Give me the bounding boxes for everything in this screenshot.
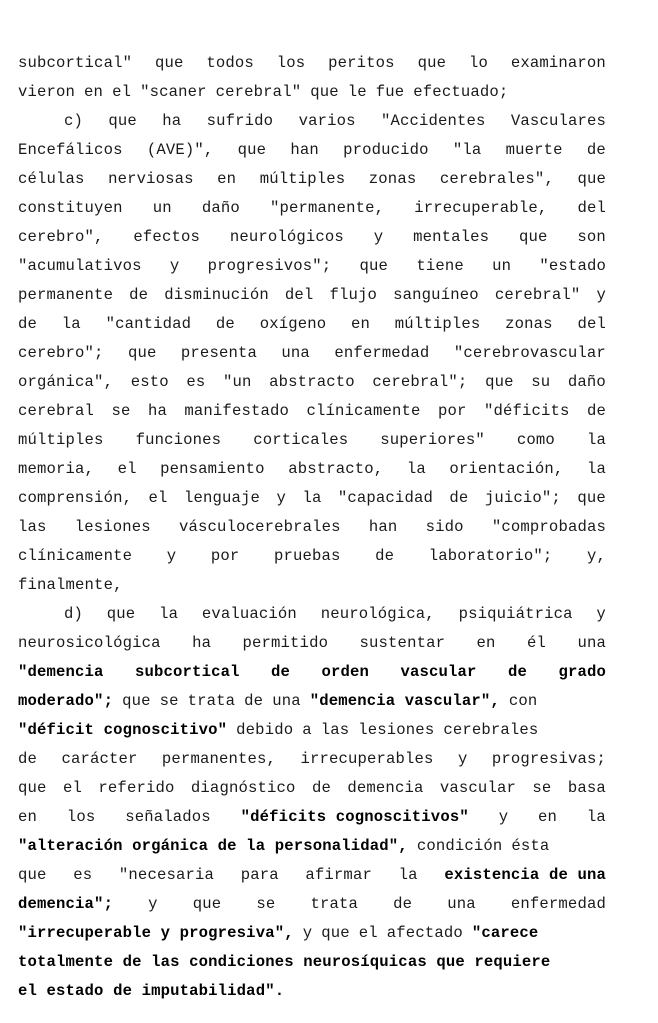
word: el [358,924,378,942]
bold-word: "carece [471,924,539,942]
word: han [368,518,398,536]
word: la [302,489,322,507]
word: constituyen [18,199,123,217]
word: del [577,315,606,333]
bold-word: vascular [400,663,477,681]
word: fue [375,83,405,101]
word: demencia [347,779,424,797]
word: pensamiento [160,460,265,478]
word: una [281,344,310,362]
word: el [148,489,168,507]
word: diagnóstico [190,779,296,797]
word: en [217,170,237,188]
word: permanente [18,286,114,304]
word: que [192,895,222,913]
word: la [61,315,81,333]
word: que [577,170,606,188]
word: manifestado [184,402,289,420]
word: efectuado; [413,83,509,101]
word: lesiones [358,721,435,739]
word: de [393,895,413,913]
word: vascular [439,779,516,797]
word: "acumulativos [18,257,142,275]
word: (AVE)", [146,141,214,159]
bold-word: de [271,663,291,681]
word: con [508,692,538,710]
text-line [18,658,606,687]
word: enfermedad [334,344,430,362]
word: por [210,547,240,565]
bold-word: existencia de una [444,866,606,884]
word: cerebral" [215,83,302,101]
word: que [321,924,350,942]
word: varios [298,112,356,130]
text-line [18,745,606,774]
word: producido [343,141,429,159]
word: que [485,373,514,391]
word: sanguíneo [393,286,479,304]
word: todos [206,54,254,72]
word: que [519,228,548,246]
word: flujo [329,286,378,304]
word: sido [425,518,464,536]
word: trata [310,895,359,913]
word: Encefálicos [18,141,123,159]
word: psiquiátrica [458,605,573,623]
word: abstracto [269,373,355,391]
text-line [18,426,606,455]
word: múltiples [259,170,346,188]
word: que [108,112,137,130]
text-line [18,629,606,658]
text-line [18,861,606,890]
word: que [18,866,47,884]
text-line [18,484,606,513]
bold-word: moderado"; [18,692,114,710]
word: se [532,779,552,797]
word: "cerebrovascular [453,344,606,362]
word: lenguaje [183,489,261,507]
word: un [152,199,172,217]
word: vásculocerebrales [179,518,341,536]
word: "la [452,141,482,159]
word: cerebro", [18,228,104,246]
word: mentales [413,228,490,246]
word: de [244,692,264,710]
bold-word: demencia"; [18,895,114,913]
word: de [18,750,38,768]
word: clínicamente [18,547,133,565]
document-page [18,49,606,1006]
text-line [18,78,606,107]
word: daño [567,373,606,391]
word: que [154,54,184,72]
word: y [276,489,286,507]
word: lo [468,54,488,72]
word: enfermedad [510,895,606,913]
word: de [311,779,331,797]
text-line [18,542,606,571]
word: una [577,634,606,652]
word: múltiples [18,431,104,449]
word: "scaner [140,83,207,101]
word: referido [98,779,175,797]
word: subcortical" [18,54,133,72]
word: presenta [180,344,257,362]
word: debido [236,721,294,739]
word: por [437,402,467,420]
word: el [112,83,132,101]
word: una [272,692,301,710]
word: permanentes, [161,750,277,768]
word: y [373,228,384,246]
word: la [398,866,418,884]
word: y [457,750,468,768]
word: la [586,460,606,478]
word: funciones [135,431,222,449]
word: memoria, [18,460,95,478]
text-line [18,803,606,832]
word: basa [567,779,606,797]
word: de [215,315,235,333]
bold-word: "irrecuperable y progresiva", [18,924,294,942]
word: los [66,808,96,826]
text-line [18,397,606,426]
word: la [406,460,426,478]
word: Vasculares [510,112,606,130]
word: orgánica", [18,373,114,391]
bold-word: "alteración orgánica de la personalidad", [18,837,408,855]
word: se [256,895,276,913]
word: que [18,779,47,797]
text-line [18,948,606,977]
word: orientación, [449,460,564,478]
word: el [62,779,82,797]
word: cerebro"; [18,344,104,362]
text-line [18,49,606,78]
word: esto [130,373,169,391]
word: cerebral"; [372,373,468,391]
text-line [18,310,606,339]
word: "capacidad [337,489,433,507]
word: y, [586,547,606,565]
word: ha [162,112,182,130]
word: que [237,141,267,159]
word: "un [223,373,252,391]
text-line [18,890,606,919]
word: cerebrales [443,721,539,739]
word: sufrido [206,112,274,130]
word: examinaron [510,54,606,72]
word: y [596,286,606,304]
word: peritos [328,54,395,72]
word: de [449,489,469,507]
word: su [531,373,551,391]
word: las [18,518,47,536]
bold-word: "déficits cognoscitivos" [240,808,469,826]
word: pruebas [273,547,341,565]
text-line [18,368,606,397]
text-line [18,281,606,310]
word: "permanente, [270,199,385,217]
word: como [516,431,555,449]
word: señalados [125,808,211,826]
word: irrecuperables [300,750,434,768]
word: en [351,315,371,333]
word: tiene [416,257,464,275]
word: efectos [133,228,200,246]
word: clínicamente [306,402,421,420]
word: células [18,170,85,188]
word: para [240,866,279,884]
bold-word: "demencia vascular", [309,692,500,710]
word: es [186,373,206,391]
word: que [122,692,151,710]
word: neurológicos [229,228,344,246]
bold-word: el estado de imputabilidad". [18,982,285,1000]
word: de [586,141,606,159]
text-line [18,339,606,368]
word: en [476,634,496,652]
word: él [527,634,547,652]
bold-word: subcortical [135,663,240,681]
word: lesiones [74,518,151,536]
word: cerebral" [494,286,581,304]
word: que [577,489,606,507]
word: progresivos"; [207,257,332,275]
word: afectado [386,924,463,942]
word: y [166,547,177,565]
word: daño [201,199,240,217]
word: zonas [368,170,417,188]
bold-word: grado [558,663,606,681]
word: cerebral [18,402,95,420]
text-line [18,455,606,484]
word: comprensión, [18,489,133,507]
word: vieron [18,83,76,101]
word: carácter [61,750,138,768]
text-line [18,774,606,803]
word: y [148,895,158,913]
text-line [18,600,606,629]
bold-word: "demencia [18,663,104,681]
word: corticales [253,431,349,449]
word: de [375,547,395,565]
text-line [18,136,606,165]
word: de [129,286,149,304]
word: muerte [505,141,563,159]
text-line [18,832,606,861]
word: que [310,83,339,101]
word: la [586,808,606,826]
word: permitido [242,634,329,652]
text-line [18,687,606,716]
word: en [84,83,104,101]
word: la [159,605,179,623]
text-line [18,107,606,136]
word: le [347,83,367,101]
word: de [586,402,606,420]
word: ésta [511,837,550,855]
word: y [498,808,509,826]
word: "comprobadas [491,518,606,536]
word: es [73,866,93,884]
word: y [302,924,313,942]
word: a [302,721,312,739]
word: "déficits [483,402,570,420]
word: del [577,199,606,217]
word: se [159,692,179,710]
word: que [417,54,447,72]
word: del [284,286,314,304]
text-line [18,977,606,1006]
bold-word: "déficit cognoscitivo" [18,721,228,739]
word: han [290,141,319,159]
word: d) [64,605,84,623]
word: "cantidad [105,315,192,333]
word: que [127,344,157,362]
word: laboratorio"; [428,547,553,565]
word: el [117,460,137,478]
word: una [447,895,476,913]
word: neurológica, [320,605,435,623]
word: los [276,54,306,72]
word: son [577,228,606,246]
word: "estado [539,257,606,275]
word: evaluación [201,605,297,623]
word: abstracto, [288,460,384,478]
word: neurosicológica [18,634,161,652]
word: finalmente, [18,576,123,594]
word: c) [64,112,84,130]
word: de [18,315,38,333]
text-line [18,252,606,281]
word: cerebrales", [439,170,554,188]
word: disminución [164,286,269,304]
word: condición [416,837,503,855]
word: irrecuperable, [414,199,548,217]
text-line [18,513,606,542]
word: se [111,402,131,420]
bold-word: orden [321,663,370,681]
word: juicio"; [484,489,561,507]
word: afirmar [305,866,372,884]
text-line [18,194,606,223]
word: trata [187,692,236,710]
bold-word: de [507,663,527,681]
word: la [586,431,606,449]
word: y [596,605,606,623]
word: que [359,257,389,275]
text-line [18,919,606,948]
word: las [320,721,350,739]
word: progresivas; [491,750,606,768]
text-line [18,571,606,600]
word: superiores" [380,431,485,449]
word: ha [192,634,212,652]
text-line [18,165,606,194]
bold-word: totalmente de las condiciones neurosíquicas que requiere [18,953,551,971]
word: que [106,605,136,623]
word: un [492,257,512,275]
word: en [538,808,558,826]
word: en [18,808,38,826]
word: zonas [505,315,553,333]
text-line [18,716,606,745]
word: "Accidentes [380,112,486,130]
word: sustentar [359,634,446,652]
text-line [18,223,606,252]
word: oxígeno [259,315,327,333]
word: "necesaria [118,866,214,884]
word: nerviosas [108,170,194,188]
word: y [169,257,180,275]
word: ha [147,402,167,420]
word: múltiples [394,315,481,333]
